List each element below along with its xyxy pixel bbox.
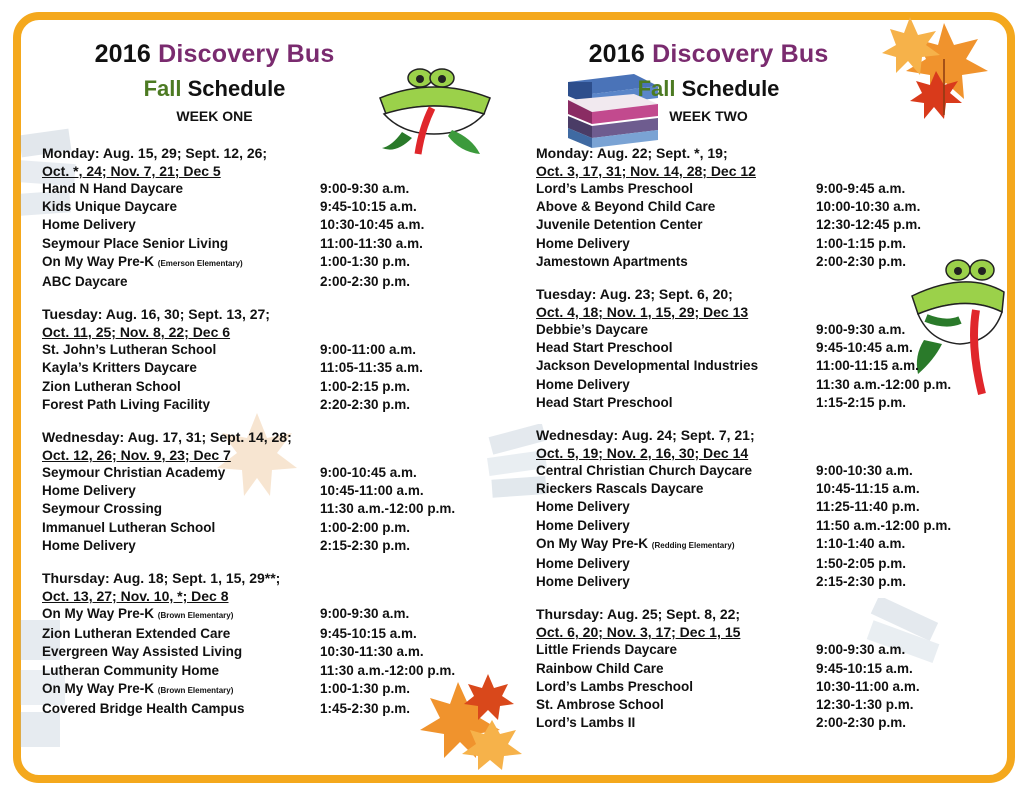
schedule-row [42,378,482,396]
stop-place [42,198,320,216]
stop-name: Zion Lutheran Extended Care [42,626,231,642]
stop-place [536,376,816,394]
day-dates-line2: Oct. *, 24; Nov. 7, 21; Dec 5 [42,163,221,179]
schedule-row [42,662,482,680]
schedule-row [42,500,482,518]
stop-time: 11:05-11:35 a.m. [320,360,423,376]
schedule-row [42,273,482,291]
schedule-row [536,660,976,678]
stop-place [536,394,816,412]
stop-place [42,662,320,680]
stop-place [42,396,320,414]
stop-time: 11:25-11:40 p.m. [816,499,920,515]
schedule-row [42,180,482,198]
stop-time: 2:15-2:30 p.m. [320,537,411,553]
stop-place [536,678,816,696]
stop-time: 9:45-10:15 a.m. [320,199,417,215]
schedule-row [536,180,976,198]
stop-name: Lord’s Lambs II [536,715,636,731]
title-year: 2016 [94,40,151,68]
schedule-row [536,517,976,535]
stop-place [536,535,816,555]
day-dates-line1: Thursday: Aug. 25; Sept. 8, 22; [536,606,741,623]
schedule-row [536,253,976,271]
schedule-row [536,357,976,375]
stop-place [536,696,816,714]
schedule-row [42,680,482,700]
stop-place [42,700,320,718]
stop-name: Covered Bridge Health Campus [42,701,245,717]
stop-place [42,378,320,396]
stop-place [42,643,320,661]
stop-place [536,253,816,271]
stop-place [536,235,816,253]
subtitle-fall: Fall [143,76,182,101]
day-dates-line1: Wednesday: Aug. 24; Sept. 7, 21; [536,427,755,444]
week-one-column [42,40,482,718]
schedule-row [536,376,976,394]
stop-time: 11:50 a.m.-12:00 p.m. [816,517,952,533]
schedule-row [536,216,976,234]
schedule-row [42,464,482,482]
stop-place [42,253,320,273]
stop-name: Head Start Preschool [536,340,673,356]
schedule-row [42,519,482,537]
stop-time: 12:30-1:30 p.m. [816,697,914,713]
stop-place [42,180,320,198]
stop-name: Kayla’s Kritters Daycare [42,360,197,376]
schedule-row [42,482,482,500]
schedule-row [42,643,482,661]
stop-time: 10:30-11:30 a.m. [320,644,424,660]
stop-time: 2:00-2:30 p.m. [816,253,907,269]
stop-place [536,462,816,480]
stop-name: Home Delivery [536,499,630,515]
day-dates-line2: Oct. 11, 25; Nov. 8, 22; Dec 6 [42,324,231,341]
stop-place [536,180,816,198]
stop-name: Juvenile Detention Center [536,217,703,233]
stop-place [536,498,816,516]
stop-time: 11:30 a.m.-12:00 p.m. [320,662,456,678]
stop-time: 1:10-1:40 a.m. [816,535,906,551]
stop-note: (Brown Elementary) [157,611,234,621]
stop-name: On My Way Pre-K [42,680,155,696]
stop-name: Little Friends Daycare [536,642,678,658]
stop-name: Seymour Christian Academy [42,465,226,481]
stop-time: 1:45-2:30 p.m. [320,701,411,717]
day-dates-line1: Tuesday: Aug. 16, 30; Sept. 13, 27; [42,306,270,323]
stop-time: 1:15-2:15 p.m. [816,394,907,410]
stop-name: Jamestown Apartments [536,253,688,269]
stop-place [42,537,320,555]
stop-note: (Brown Elementary) [157,685,234,695]
schedule-row [536,535,976,555]
title-year: 2016 [588,40,645,68]
stop-time: 2:15-2:30 p.m. [816,574,907,590]
stop-time: 2:20-2:30 p.m. [320,396,411,412]
stop-name: Lord’s Lambs Preschool [536,678,694,694]
stop-place [42,680,320,700]
stop-name: Lord’s Lambs Preschool [536,181,694,196]
stop-place [42,605,320,625]
day-dates-line1: Tuesday: Aug. 23; Sept. 6, 20; [536,286,733,303]
subtitle-line [536,74,881,104]
subtitle-line [42,74,387,104]
day-dates-line2: Oct. 13, 27; Nov. 10, *; Dec 8 [42,588,229,605]
stop-name: On My Way Pre-K [42,606,155,622]
stop-place [536,198,816,216]
stop-time: 10:00-10:30 a.m. [816,199,921,215]
schedule-row [42,198,482,216]
day-dates-line2: Oct. 6, 20; Nov. 3, 17; Dec 1, 15 [536,624,741,641]
stop-name: Forest Path Living Facility [42,396,211,412]
stop-name: On My Way Pre-K [536,535,649,551]
day-section [536,285,976,412]
stop-place [536,517,816,535]
schedule-row [536,480,976,498]
schedule-row [536,462,976,480]
stop-place [42,500,320,518]
day-dates-line1: Wednesday: Aug. 17, 31; Sept. 14, 28; [42,429,292,446]
title-name: Discovery Bus [652,40,829,68]
stop-name: Home Delivery [536,574,630,590]
stop-place [536,714,816,732]
stop-time: 9:00-10:30 a.m. [816,463,913,479]
stop-name: Home Delivery [42,537,136,553]
stop-name: Evergreen Way Assisted Living [42,644,243,660]
schedule-row [42,396,482,414]
stop-place [42,482,320,500]
subtitle-rest: Schedule [187,76,286,101]
stop-time: 1:00-1:30 p.m. [320,680,411,696]
title-name: Discovery Bus [158,40,335,68]
stop-time: 9:00-11:00 a.m. [320,342,417,358]
stop-place [42,216,320,234]
stop-time: 11:30 a.m.-12:00 p.m. [816,376,952,392]
schedule-row [536,339,976,357]
day-dates-line1: Monday: Aug. 15, 29; Sept. 12, 26; [42,145,268,161]
stop-place [42,464,320,482]
schedule-row [536,235,976,253]
day-section [42,428,482,555]
stop-note: (Emerson Elementary) [157,258,243,268]
schedule-row [42,359,482,377]
schedule-row [42,625,482,643]
day-dates-line1: Monday: Aug. 22; Sept. *, 19; [536,145,728,161]
stop-place [42,341,320,359]
day-section [536,426,976,591]
stop-place [536,216,816,234]
stop-place [42,519,320,537]
stop-name: Seymour Crossing [42,501,163,517]
stop-name: Home Delivery [536,235,630,251]
stop-time: 11:00-11:30 a.m. [320,235,423,251]
stop-time: 9:00-10:45 a.m. [320,465,417,481]
schedule-row [42,253,482,273]
stop-name: Debbie’s Daycare [536,322,649,338]
day-section [42,305,482,414]
stop-name: Home Delivery [536,556,630,572]
stop-time: 10:30-11:00 a.m. [816,678,920,694]
stop-time: 9:45-10:45 a.m. [816,340,913,356]
stop-time: 9:00-9:30 a.m. [816,642,906,658]
stop-name: Home Delivery [42,217,136,233]
stop-time: 9:00-9:30 a.m. [320,606,410,622]
stop-time: 1:00-1:15 p.m. [816,235,907,251]
title-line [42,40,387,68]
stop-place [42,273,320,291]
stop-time: 10:30-10:45 a.m. [320,217,425,233]
stop-place [536,357,816,375]
stop-name: Above & Beyond Child Care [536,199,716,215]
stop-place [536,321,816,339]
stop-name: Rieckers Rascals Daycare [536,481,704,497]
day-section [536,144,976,271]
stop-time: 1:50-2:05 p.m. [816,556,907,572]
schedule-row [42,235,482,253]
stop-time: 10:45-11:15 a.m. [816,481,920,497]
stop-place [42,235,320,253]
stop-time: 1:00-1:30 p.m. [320,253,411,269]
day-dates-line2: Oct. 4, 18; Nov. 1, 15, 29; Dec 13 [536,304,749,321]
stop-note: (Redding Elementary) [651,540,735,550]
day-dates-line2: Oct. 12, 26; Nov. 9, 23; Dec 7 [42,447,231,464]
schedule-row [536,498,976,516]
stop-name: Home Delivery [42,483,136,499]
stop-place [536,573,816,591]
stop-name: Kids Unique Daycare [42,199,178,215]
schedule-row [42,700,482,718]
title-line [536,40,881,68]
stop-name: Home Delivery [536,517,630,533]
stop-name: Home Delivery [536,376,630,392]
day-dates-line2: Oct. 3, 17, 31; Nov. 14, 28; Dec 12 [536,163,756,179]
schedule-row [536,641,976,659]
stop-name: Lutheran Community Home [42,662,220,678]
stop-time: 11:30 a.m.-12:00 p.m. [320,501,456,517]
stop-time: 9:00-9:30 a.m. [320,181,410,196]
stop-place [536,339,816,357]
stop-name: Head Start Preschool [536,394,673,410]
stop-time: 9:00-9:45 a.m. [816,181,906,196]
schedule-row [536,198,976,216]
stop-name: Seymour Place Senior Living [42,235,229,251]
schedule-row [42,341,482,359]
stop-name: Central Christian Church Daycare [536,463,753,479]
week-label: WEEK ONE [176,108,253,124]
stop-name: Immanuel Lutheran School [42,519,216,535]
stop-time: 10:45-11:00 a.m. [320,483,424,499]
stop-time: 9:00-9:30 a.m. [816,322,906,338]
stop-time: 12:30-12:45 p.m. [816,217,922,233]
stop-time: 1:00-2:00 p.m. [320,519,411,535]
schedule-row [536,555,976,573]
stop-place [42,625,320,643]
stop-time: 2:00-2:30 p.m. [816,715,907,731]
stop-place [536,641,816,659]
day-section [42,144,482,291]
subtitle-rest: Schedule [681,76,780,101]
stop-time: 11:00-11:15 a.m. [816,358,919,374]
schedule-row [536,573,976,591]
day-dates-line1: Thursday: Aug. 18; Sept. 1, 15, 29**; [42,570,281,587]
stop-name: St. John’s Lutheran School [42,342,217,358]
day-section [536,605,976,732]
stop-place [536,660,816,678]
stop-place [536,555,816,573]
schedule-row [536,696,976,714]
schedule-row [42,216,482,234]
schedule-row [536,394,976,412]
stop-name: Hand N Hand Daycare [42,181,184,196]
stop-time: 2:00-2:30 p.m. [320,274,411,290]
stop-name: On My Way Pre-K [42,253,155,269]
stop-place [42,359,320,377]
stop-name: Zion Lutheran School [42,378,181,394]
stop-name: Jackson Developmental Industries [536,358,759,374]
schedule-row [536,321,976,339]
schedule-row [536,678,976,696]
stop-name: Rainbow Child Care [536,660,664,676]
schedule-row [42,537,482,555]
week-two-column [536,40,976,732]
day-section [42,569,482,718]
stop-place [536,480,816,498]
stop-name: St. Ambrose School [536,697,664,713]
schedule-row [536,714,976,732]
week-label: WEEK TWO [669,108,748,124]
stop-time: 9:45-10:15 a.m. [320,626,417,642]
subtitle-fall: Fall [637,76,676,101]
stop-time: 9:45-10:15 a.m. [816,660,913,676]
schedule-row [42,605,482,625]
stop-time: 1:00-2:15 p.m. [320,378,411,394]
day-dates-line2: Oct. 5, 19; Nov. 2, 16, 30; Dec 14 [536,445,749,462]
stop-name: ABC Daycare [42,274,128,290]
